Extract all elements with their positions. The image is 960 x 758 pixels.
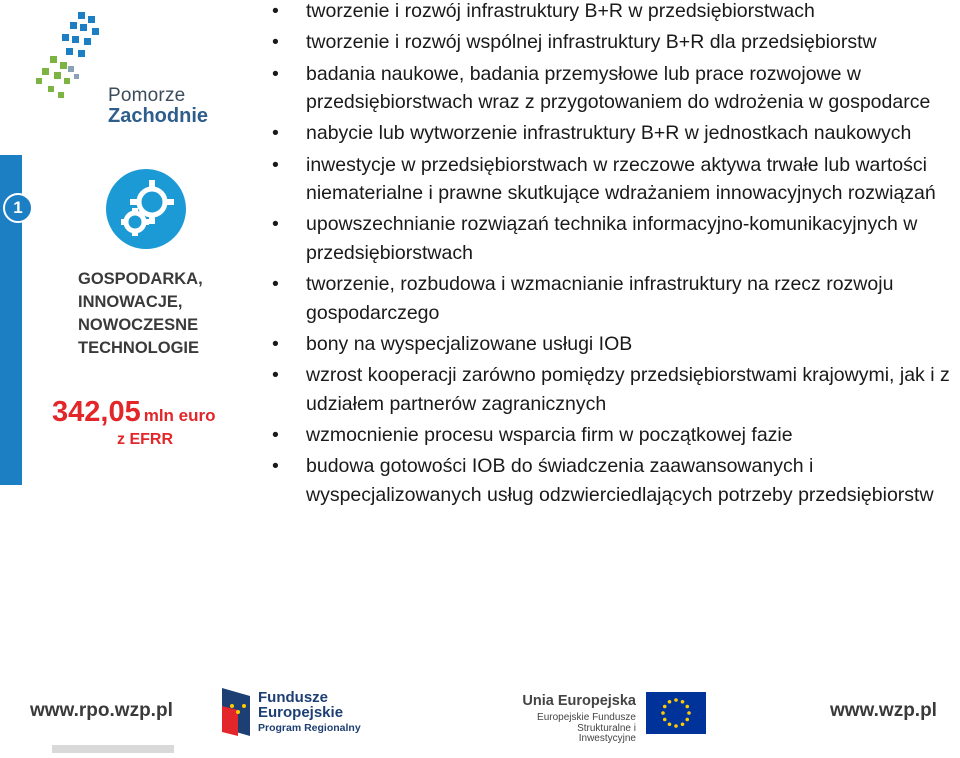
eu-star [687, 711, 691, 715]
eu-star [681, 700, 685, 704]
eu-star [674, 698, 678, 702]
fe-subtitle: Program Regionalny [258, 722, 361, 734]
priority-number-badge: 1 [3, 193, 33, 223]
axis-title-line: TECHNOLOGIE [78, 339, 200, 357]
list-item: • tworzenie, rozbudowa i wzmacnianie infrastruktury na rzecz rozwoju gospodarczego [272, 270, 960, 327]
list-item: • bony na wyspecjalizowane usługi IOB [272, 330, 960, 359]
eu-star [661, 711, 665, 715]
list-item: • wzrost kooperacji zarówno pomiędzy przedsiębiorstwami krajowymi, jak i z udziałem partnerów zagranicznych [272, 361, 960, 418]
amount-value: 342,05 [52, 396, 141, 428]
eu-line-3: Strukturalne i Inwestycyjne [577, 722, 636, 744]
list-item: • inwestycje w przedsiębiorstwach w rzeczowe aktywa trwałe lub wartości niematerialne i prawne skutkujące wdrażaniem innowacyjnych rozwiązań [272, 151, 960, 208]
eu-star [663, 705, 667, 709]
list-item: • nabycie lub wytworzenie infrastruktury B+R w jednostkach naukowych [272, 119, 960, 148]
logo-line-1: Pomorze [108, 85, 186, 106]
eu-star [674, 724, 678, 728]
list-item: • tworzenie i rozwój infrastruktury B+R w przedsiębiorstwach [272, 0, 960, 26]
fundusze-europejskie-flag-icon [218, 684, 254, 740]
decorative-grey-strip [52, 745, 174, 753]
eu-star [668, 700, 672, 704]
fe-line-2: Europejskie [258, 704, 344, 721]
list-item: • wzmocnienie procesu wsparcia firm w początkowej fazie [272, 421, 960, 450]
measures-list [272, 0, 960, 512]
eu-line-2: Europejskie Fundusze [537, 711, 636, 723]
list-item: • badania naukowe, badania przemysłowe lub prace rozwojowe w przedsiębiorstwach wraz z przygotowaniem do wdrożenia w gospodarce [272, 60, 960, 117]
list-item: • budowa gotowości IOB do świadczenia zaawansowanych i wyspecjalizowanych usług odzwierciedlających potrzeby przedsiębiorstw [272, 452, 960, 509]
amount-unit: mln euro [143, 406, 216, 425]
fundusze-europejskie-logo [258, 690, 361, 734]
axis-title-line: GOSPODARKA, [78, 270, 203, 288]
gears-icon [105, 168, 187, 250]
rpo-website-link[interactable]: www.rpo.wzp.pl [30, 700, 173, 721]
pomorze-zachodnie-logo [28, 8, 209, 128]
fe-line-1: Fundusze [258, 689, 328, 706]
axis-title-line: NOWOCZESNE [78, 316, 199, 334]
axis-title-line: INNOWACJE, [78, 293, 183, 311]
priority-axis-title [78, 268, 228, 360]
eu-star [668, 722, 672, 726]
logo-line-2: Zachodnie [108, 105, 209, 127]
list-item: • upowszechnianie rozwiązań technika informacyjno-komunikacyjnych w przedsiębiorstwach [272, 210, 960, 267]
fund-source: z EFRR [117, 431, 173, 448]
eu-flag-icon [646, 692, 706, 734]
wzp-website-link[interactable]: www.wzp.pl [830, 700, 937, 721]
logo-mosaic-icon [28, 8, 108, 113]
eu-logo-text [518, 694, 636, 744]
funding-amount [52, 396, 216, 429]
eu-star [685, 718, 689, 722]
list-item: • tworzenie i rozwój wspólnej infrastruktury B+R dla przedsiębiorstw [272, 28, 960, 57]
eu-star [685, 705, 689, 709]
eu-star [663, 718, 667, 722]
eu-line-1: Unia Europejska [522, 693, 636, 709]
eu-star [681, 722, 685, 726]
